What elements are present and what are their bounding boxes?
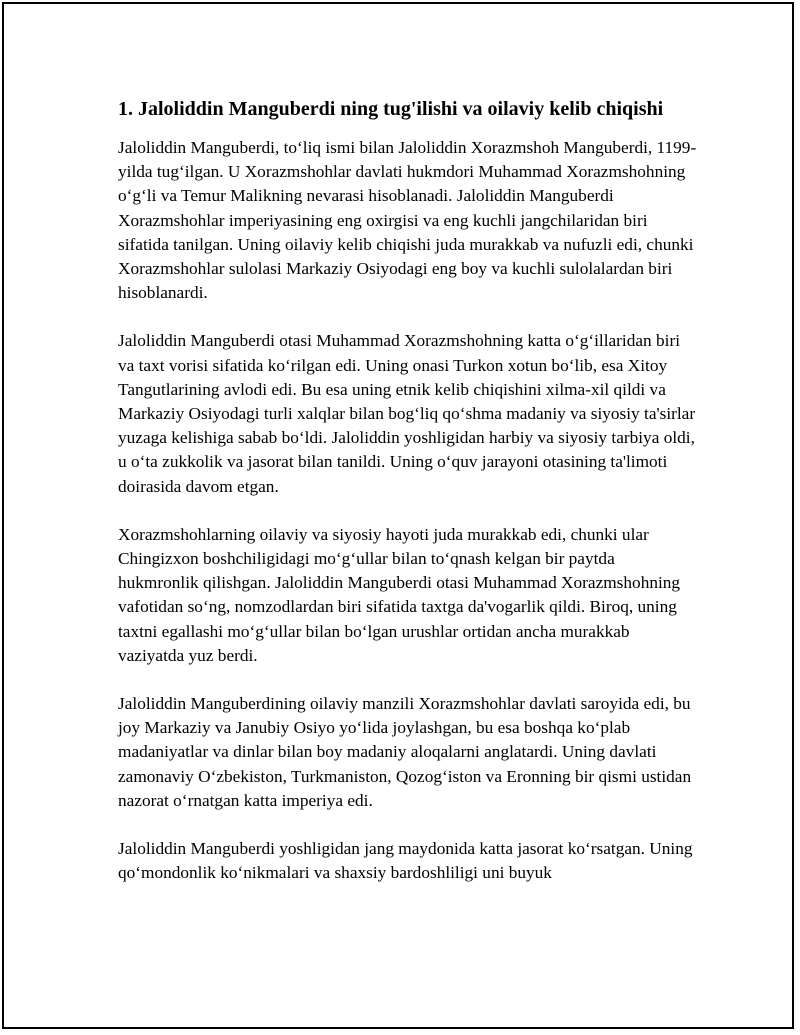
paragraph-5: Jaloliddin Manguberdi yoshligidan jang maydonida katta jasorat ko‘rsatgan. Uning qo‘mondonlik ko‘nikmalari va shaxsiy bardoshliligi uni buyuk <box>118 839 693 883</box>
paragraph-4: Jaloliddin Manguberdining oilaviy manzili Xorazmshohlar davlati saroyida edi, bu joy Markaziy va Janubiy Osiyo yo‘lida joylashgan, bu esa boshqa ko‘plab madaniyatlar va dinlar bilan boy madaniy aloqalarni anglatardi. Uning davlati zamonaviy O‘zbekiston, Turkmaniston, Qozog‘iston va Eronning bir qismi ustidan nazorat o‘rnatgan katta imperiya edi. <box>118 694 692 810</box>
paragraph-2: Jaloliddin Manguberdi otasi Muhammad Xorazmshohning katta o‘g‘illaridan biri va taxt vorisi sifatida ko‘rilgan edi. Uning onasi Turkon xotun bo‘lib, esa Xitoy Tangutlarining avlodi edi. Bu esa uning etnik kelib chiqishini xilma-xil qildi va Markaziy Osiyodagi turli xalqlar bilan bog‘liq qo‘shma madaniy va siyosiy ta'sirlar yuzaga kelishiga sabab bo‘ldi. Jaloliddin yoshligidan harbiy va siyosiy tarbiya oldi, u o‘ta zukkolik va jasorat bilan tanildi. Uning o‘quv jarayoni otasining ta'limoti doirasida davom etgan. <box>118 331 696 496</box>
paragraph-3: Xorazmshohlarning oilaviy va siyosiy hayoti juda murakkab edi, chunki ular Chingizxon boshchiligidagi mo‘g‘ullar bilan to‘qnash kelgan bir paytda hukmronlik qilishgan. Jaloliddin Manguberdi otasi Muhammad Xorazmshohning vafotidan so‘ng, nomzodlardan biri sifatida taxtga da'vogarlik qildi. Biroq, uning taxtni egallashi mo‘g‘ullar bilan bo‘lgan urushlar ortidan ancha murakkab vaziyatda yuz berdi. <box>118 524 681 665</box>
section-heading: 1. Jaloliddin Manguberdi ning tug'ilishi va oilaviy kelib chiqishi <box>118 98 664 120</box>
document-body <box>118 95 698 909</box>
paragraph-1: Jaloliddin Manguberdi, to‘liq ismi bilan Jaloliddin Xorazmshoh Manguberdi, 1199-yilda tug‘ilgan. U Xorazmshohlar davlati hukmdori Muhammad Xorazmshohning o‘g‘li va Temur Malikning nevarasi hisoblanadi. Jaloliddin Manguberdi Xorazmshohlar imperiyasining eng oxirgisi va eng kuchli jangchilaridan biri sifatida tanilgan. Uning oilaviy kelib chiqishi juda murakkab va nufuzli edi, chunki Xorazmshohlar sulolasi Markaziy Osiyodagi eng boy va kuchli sulolalardan biri hisoblanardi. <box>118 138 697 303</box>
